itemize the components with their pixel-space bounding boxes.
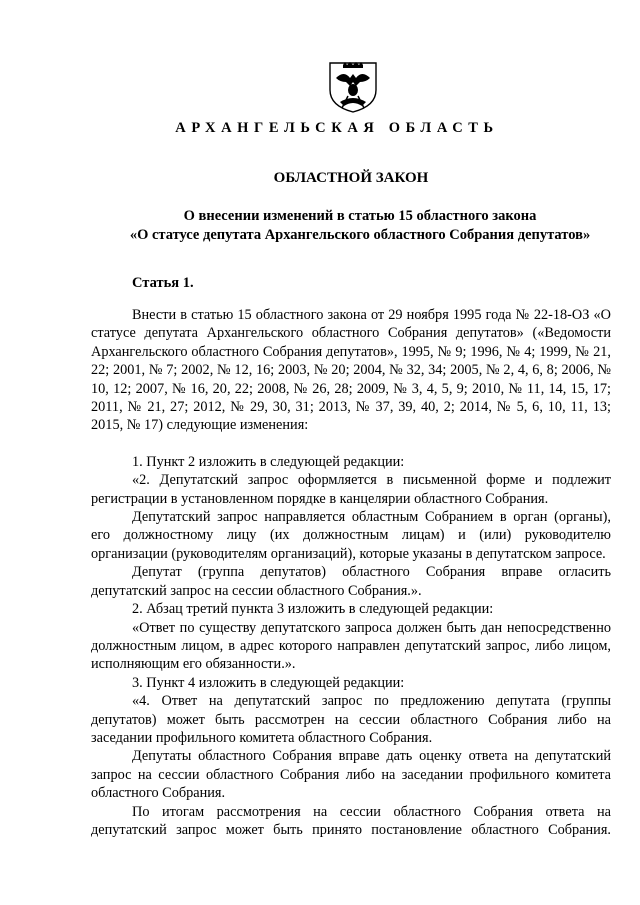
paragraph: Депутат (группа депутатов) областного Собрания вправе огласить депутатский запрос на сессии областного Собрания.». <box>91 564 611 599</box>
paragraph: «Ответ по существу депутатского запроса должен быть дан непосредственно должностным лицом, в адрес которого направлен депутатский запрос, либо лицом, исполняющим его обязанности.». <box>91 619 611 673</box>
paragraph: «4. Ответ на депутатский запрос по предложению депутата (группы депутатов) может быть рассмотрен на сессии областного Собрания либо на заседании профильного комитета областного Собрания. <box>91 693 611 746</box>
document-title <box>90 207 630 245</box>
title-line-2: «О статусе депутата Архангельского областного Собрания депутатов» <box>129 227 591 243</box>
article-heading: Статья 1. <box>132 275 194 291</box>
paragraph: 2. Абзац третий пункта 3 изложить в следующей редакции: <box>132 601 494 618</box>
coat-of-arms-icon <box>326 60 380 114</box>
document-type: ОБЛАСТНОЙ ЗАКОН <box>273 170 429 186</box>
region-name: АРХАНГЕЛЬСКАЯ ОБЛАСТЬ <box>175 120 499 136</box>
paragraph-gap <box>91 435 611 453</box>
paragraph: 3. Пункт 4 изложить в следующей редакции: <box>132 674 405 691</box>
paragraph: «2. Депутатский запрос оформляется в письменной форме и подлежит регистрации в установленном порядке в канцелярии областного Собрания. <box>91 472 611 507</box>
paragraph: Депутаты областного Собрания вправе дать оценку ответа на депутатский запрос на сессии областного Собрания либо на заседании профильного комитета областного Собрания. <box>91 748 611 802</box>
paragraph: Депутатский запрос направляется областным Собранием в орган (органы), его должностному лицу (их должностным лицам) и (или) руководителю организации (руководителям организаций), которые указаны в депутатском запросе. <box>91 509 611 562</box>
paragraph: По итогам рассмотрения на сессии областного Собрания ответа на депутатский запрос может быть принято постановление областного Собрания. <box>91 803 611 838</box>
title-line-1: О внесении изменений в статью 15 областного закона <box>183 208 537 224</box>
paragraph: 1. Пункт 2 изложить в следующей редакции: <box>132 453 405 470</box>
article-body <box>91 306 611 839</box>
article-intro: Внести в статью 15 областного закона от 29 ноября 1995 года № 22-18-ОЗ «О статусе депутата Архангельского областного Собрания депутатов» («Ведомости Архангельского областного Собрания депутатов», 1995, № 9; 1996, № 4; 1999, № 21, 22; 2001, № 7; 2002, № 12, 16; 2003, № 20; 2004, № 32, 34; 2005, № 2, 4, 6, 8; 2006, № 10, 12; 2007, № 16, 20, 22; 2008, № 26, 28; 2009, № 3, 4, 5, 9; 2010, № 11, 14, 15, 17; 2011, № 21, 27; 2012, № 29, 30, 31; 2013, № 37, 39, 40, 2; 2014, № 5, 6, 10, 11, 13; 2015, № 17) следующие изменения: <box>91 307 611 434</box>
